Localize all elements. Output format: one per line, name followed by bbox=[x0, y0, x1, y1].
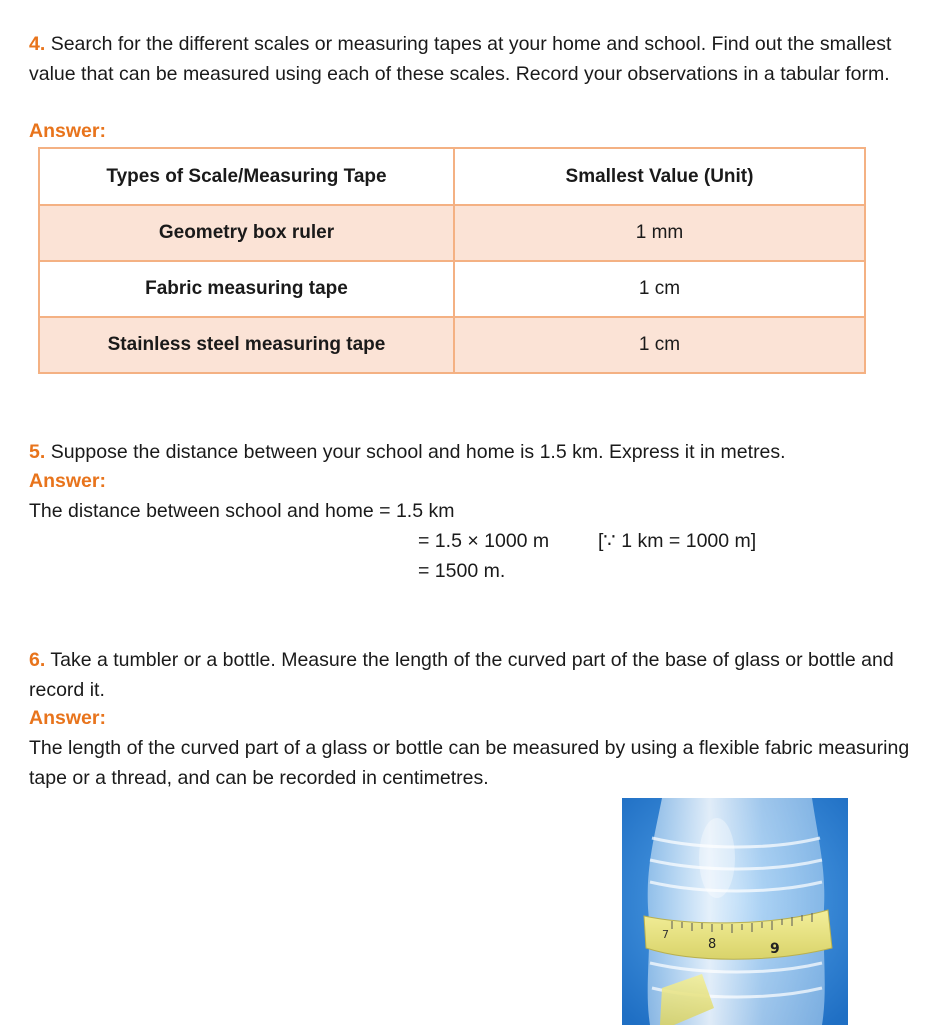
table-cell-scale: Stainless steel measuring tape bbox=[39, 317, 454, 373]
question-6 bbox=[29, 646, 929, 705]
tape-mark-9: 9 bbox=[770, 941, 780, 957]
table-row bbox=[39, 261, 865, 317]
table-header-cell: Smallest Value (Unit) bbox=[454, 148, 865, 205]
question-6-text: Take a tumbler or a bottle. Measure the length of the curved part of the base of glass or bottle and record it. bbox=[29, 649, 894, 701]
bottle-tape-photo bbox=[622, 798, 848, 1025]
table-cell-scale: Geometry box ruler bbox=[39, 205, 454, 261]
table-cell-value: 1 cm bbox=[454, 317, 865, 373]
question-5-number: 5. bbox=[29, 441, 46, 463]
question-5-text: Suppose the distance between your school and home is 1.5 km. Express it in metres. bbox=[50, 441, 786, 463]
question-4-number: 4. bbox=[29, 33, 46, 55]
bottle-illustration bbox=[622, 798, 848, 1025]
bottle-highlight bbox=[699, 818, 735, 898]
question-6-number: 6. bbox=[29, 649, 46, 671]
table-header-cell: Types of Scale/Measuring Tape bbox=[39, 148, 454, 205]
table-header-row bbox=[39, 148, 865, 205]
answer-label-4: Answer: bbox=[29, 120, 106, 142]
table-cell-scale: Fabric measuring tape bbox=[39, 261, 454, 317]
question-5 bbox=[29, 438, 929, 468]
table-row bbox=[39, 317, 865, 373]
answer-label-5: Answer: bbox=[29, 470, 106, 492]
table-cell-value: 1 cm bbox=[454, 261, 865, 317]
table-cell-value: 1 mm bbox=[454, 205, 865, 261]
answer-label-6: Answer: bbox=[29, 707, 106, 729]
scales-table bbox=[38, 147, 866, 374]
tape-mark-7: 7 bbox=[662, 928, 669, 941]
question-4-text: Search for the different scales or measuring tapes at your home and school. Find out the smallest value that can be measured using each of these scales. Record your observations in a tabular form. bbox=[29, 33, 892, 85]
question-4 bbox=[29, 30, 929, 89]
calc-line-3: = 1500 m. bbox=[418, 560, 506, 582]
answer-6-text: The length of the curved part of a glass or bottle can be measured by using a flexible fabric measuring tape or a thread, and can be recorded in centimetres. bbox=[29, 737, 910, 789]
calc-line-1: The distance between school and home = 1.5 km bbox=[29, 500, 455, 522]
conversion-note: [∵ 1 km = 1000 m] bbox=[598, 530, 757, 552]
calc-line-2: = 1.5 × 1000 m bbox=[418, 530, 550, 552]
table-row bbox=[39, 205, 865, 261]
tape-mark-8: 8 bbox=[708, 937, 717, 952]
